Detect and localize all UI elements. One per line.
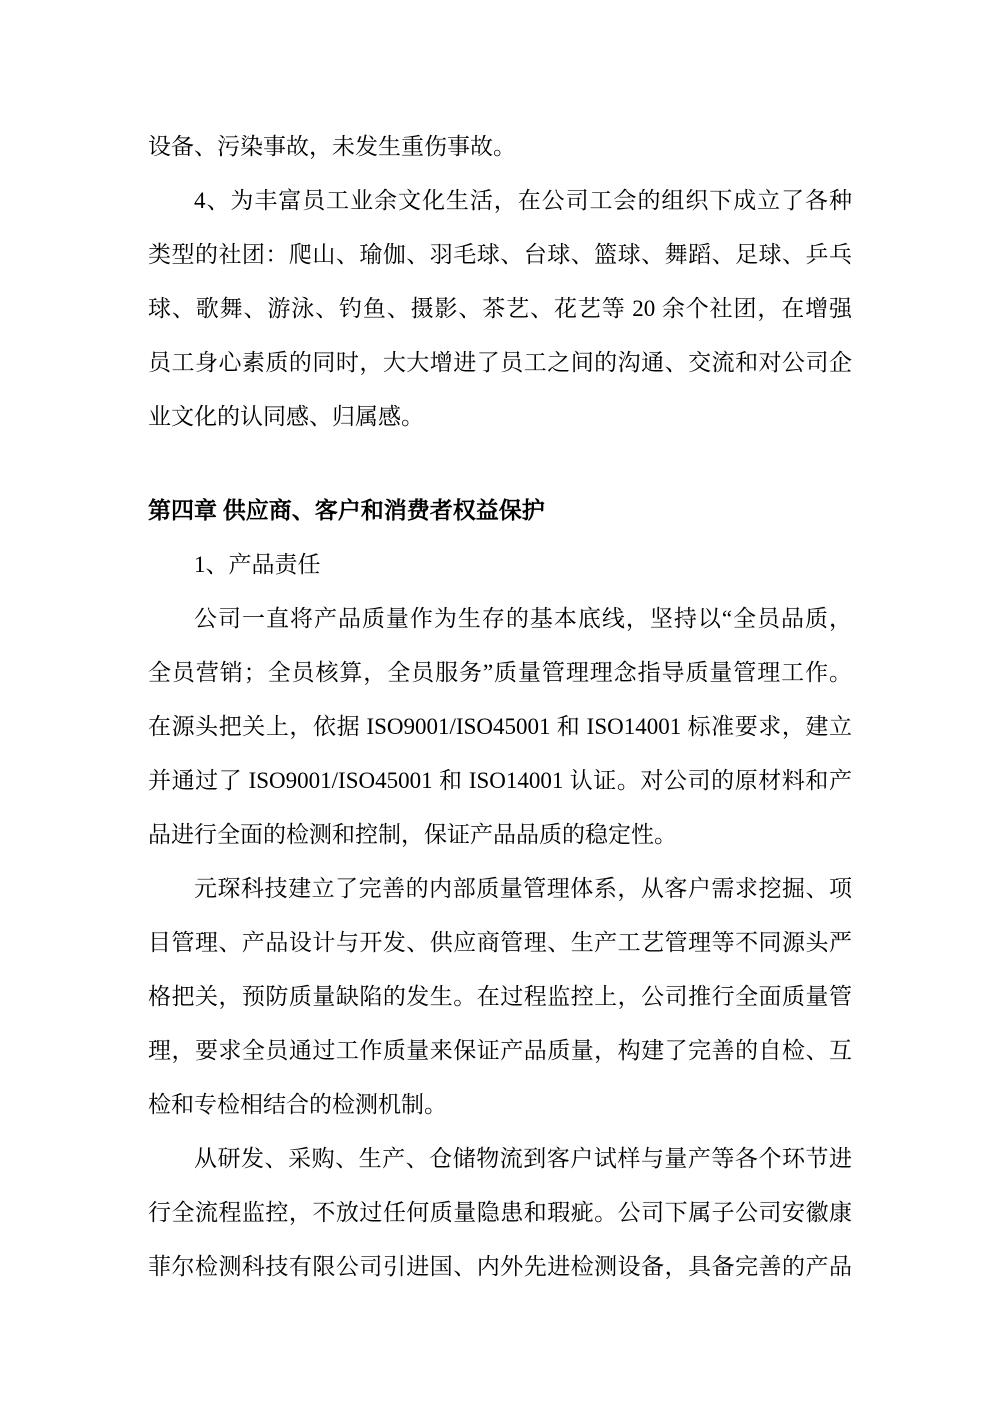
paragraph (148, 538, 852, 592)
text-line: 全员营销；全员核算，全员服务”质量管理理念指导质量管理工作。 (148, 660, 852, 685)
text-line: 员工身心素质的同时，大大增进了员工之间的沟通、交流和对公司企 (148, 350, 852, 375)
text-line: 球、歌舞、游泳、钓鱼、摄影、茶艺、花艺等 20 余个社团，在增强 (148, 296, 852, 321)
text-line: 菲尔检测科技有限公司引进国、内外先进检测设备，具备完善的产品 (148, 1254, 852, 1279)
text-line: 公司一直将产品质量作为生存的基本底线，坚持以“全员品质， (194, 606, 852, 631)
text-line: 并通过了 ISO9001/ISO45001 和 ISO14001 认证。对公司的原材料和产 (148, 768, 852, 793)
paragraph (148, 1132, 852, 1294)
text-line: 在源头把关上，依据 ISO9001/ISO45001 和 ISO14001 标准要求，建立 (148, 714, 852, 739)
text-line: 4、为丰富员工业余文化生活，在公司工会的组织下成立了各种 (194, 188, 852, 213)
text-line: 类型的社团：爬山、瑜伽、羽毛球、台球、篮球、舞蹈、足球、乒乓 (148, 242, 852, 267)
text-line: 元琛科技建立了完善的内部质量管理体系，从客户需求挖掘、项 (194, 876, 852, 901)
text-line: 行全流程监控，不放过任何质量隐患和瑕疵。公司下属子公司安徽康 (148, 1200, 852, 1225)
chapter-heading: 第四章 供应商、客户和消费者权益保护 (148, 498, 545, 523)
text-line: 目管理、产品设计与开发、供应商管理、生产工艺管理等不同源头严 (148, 930, 852, 955)
text-line: 从研发、采购、生产、仓储物流到客户试样与量产等各个环节进 (194, 1146, 852, 1171)
text-line: 1、产品责任 (194, 552, 321, 577)
paragraph (148, 174, 852, 444)
text-line: 格把关，预防质量缺陷的发生。在过程监控上，公司推行全面质量管 (148, 984, 852, 1009)
text-line: 设备、污染事故，未发生重伤事故。 (148, 134, 516, 159)
text-line: 检和专检相结合的检测机制。 (148, 1092, 447, 1117)
paragraph (148, 592, 852, 862)
text-line: 业文化的认同感、归属感。 (148, 404, 424, 429)
text-line: 理，要求全员通过工作质量来保证产品质量，构建了完善的自检、互 (148, 1038, 852, 1063)
paragraph (148, 120, 852, 174)
paragraph (148, 862, 852, 1132)
text-line: 品进行全面的检测和控制，保证产品品质的稳定性。 (148, 822, 677, 847)
